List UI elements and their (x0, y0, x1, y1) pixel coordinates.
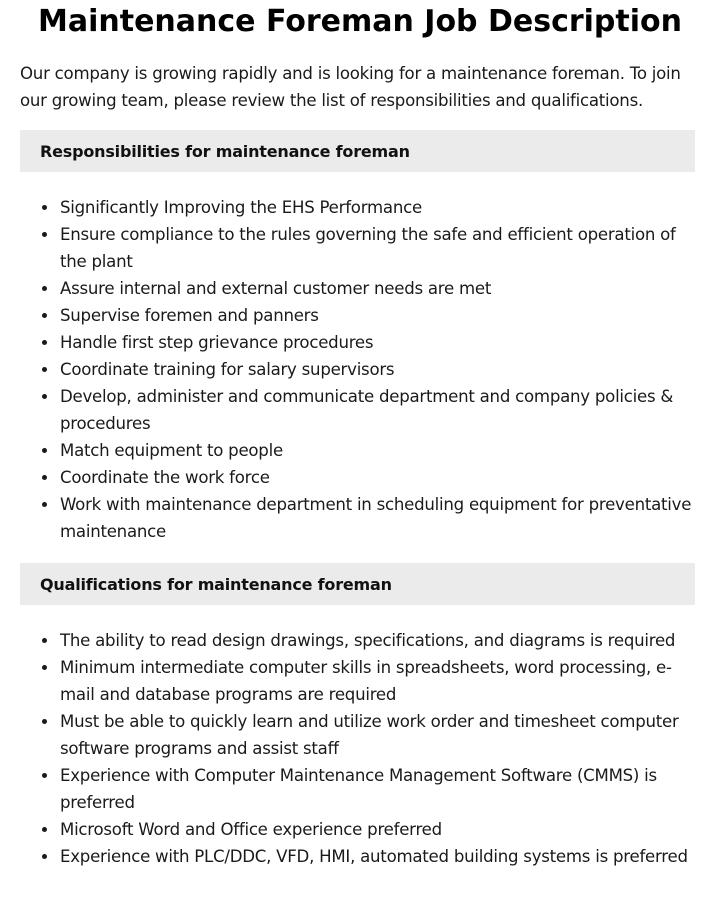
responsibilities-heading: Responsibilities for maintenance foreman (40, 141, 410, 161)
list-item: Work with maintenance department in scheduling equipment for preventative maintenance (60, 491, 700, 545)
list-item: Microsoft Word and Office experience preferred (60, 816, 700, 843)
list-item: Coordinate training for salary supervisors (60, 356, 700, 383)
list-item: Handle first step grievance procedures (60, 329, 700, 356)
list-item: Experience with Computer Maintenance Management Software (CMMS) is preferred (60, 762, 700, 816)
responsibilities-header (20, 130, 695, 172)
list-item: The ability to read design drawings, specifications, and diagrams is required (60, 627, 700, 654)
list-item: Supervise foremen and panners (60, 302, 700, 329)
list-item: Ensure compliance to the rules governing the safe and efficient operation of the plant (60, 221, 700, 275)
list-item: Match equipment to people (60, 437, 700, 464)
list-item: Significantly Improving the EHS Performance (60, 194, 700, 221)
page-title: Maintenance Foreman Job Description (37, 4, 683, 39)
qualifications-heading: Qualifications for maintenance foreman (40, 574, 392, 594)
qualifications-header (20, 563, 695, 605)
list-item: Minimum intermediate computer skills in spreadsheets, word processing, e-mail and database programs are required (60, 654, 700, 708)
list-item: Assure internal and external customer needs are met (60, 275, 700, 302)
list-item: Must be able to quickly learn and utilize work order and timesheet computer software programs and assist staff (60, 708, 700, 762)
intro-paragraph: Our company is growing rapidly and is looking for a maintenance foreman. To join our growing team, please review the list of responsibilities and qualifications. (20, 64, 681, 110)
list-item: Develop, administer and communicate department and company policies & procedures (60, 383, 700, 437)
qualifications-list (0, 627, 700, 870)
responsibilities-list (0, 194, 700, 545)
list-item: Experience with PLC/DDC, VFD, HMI, automated building systems is preferred (60, 843, 700, 870)
list-item: Coordinate the work force (60, 464, 700, 491)
